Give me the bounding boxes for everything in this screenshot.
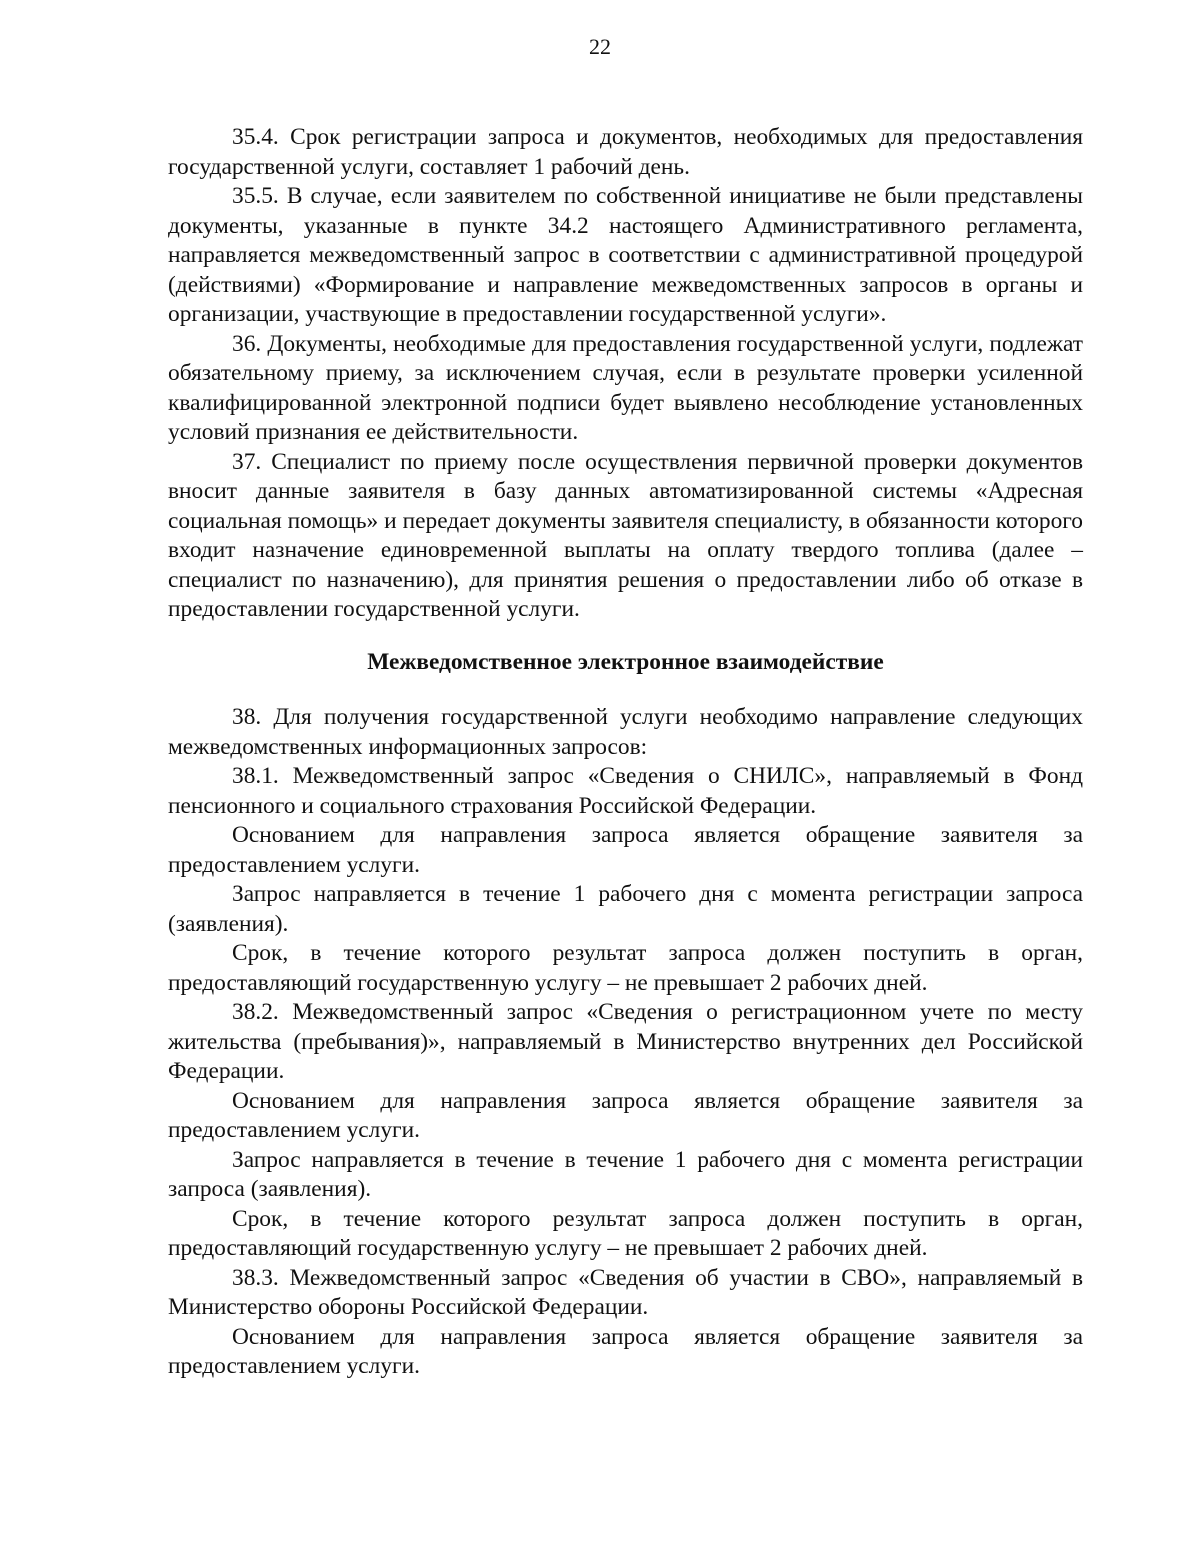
paragraph-38-1-timing: Запрос направляется в течение 1 рабочего дня с момента регистрации запроса (заявления).: [168, 881, 1083, 937]
paragraph-38-3-basis: Основанием для направления запроса является обращение заявителя за предоставлением услуги.: [168, 1323, 1083, 1379]
paragraph-38-2-deadline: Срок, в течение которого результат запроса должен поступить в орган, предоставляющий государственную услугу – не превышает 2 рабочих дней.: [168, 1205, 1083, 1261]
paragraph-38-2-timing: Запрос направляется в течение в течение 1 рабочего дня с момента регистрации запроса (заявления).: [168, 1146, 1083, 1202]
paragraph-35-5: 35.5. В случае, если заявителем по собственной инициативе не были представлены документы, указанные в пункте 34.2 настоящего Административного регламента, направляется межведомственный запрос в соответствии с административной процедурой (действиями) «Формирование и направление межведомственных запросов в органы и организации, участвующие в предоставлении государственной услуги».: [168, 183, 1083, 327]
section-heading: Межведомственное электронное взаимодействие: [367, 648, 884, 675]
paragraph-37: 37. Специалист по приему после осуществления первичной проверки документов вносит данные заявителя в базу данных автоматизированной системы «Адресная социальная помощь» и передает документы заявителя специалисту, в обязанности которого входит назначение единовременной выплаты на оплату твердого топлива (далее – специалист по назначению), для принятия решения о предоставлении либо об отказе в предоставлении государственной услуги.: [168, 448, 1083, 622]
paragraph-38-2-basis: Основанием для направления запроса является обращение заявителя за предоставлением услуги.: [168, 1087, 1083, 1143]
paragraph-35-4: 35.4. Срок регистрации запроса и документов, необходимых для предоставления государственной услуги, составляет 1 рабочий день.: [168, 124, 1083, 180]
paragraph-38-1-deadline: Срок, в течение которого результат запроса должен поступить в орган, предоставляющий государственную услугу – не превышает 2 рабочих дней.: [168, 940, 1083, 996]
paragraph-38-3: 38.3. Межведомственный запрос «Сведения об участии в СВО», направляемый в Министерство обороны Российской Федерации.: [168, 1264, 1083, 1320]
paragraph-38-2: 38.2. Межведомственный запрос «Сведения о регистрационном учете по месту жительства (пребывания)», направляемый в Министерство внутренних дел Российской Федерации.: [168, 999, 1083, 1084]
paragraph-36: 36. Документы, необходимые для предоставления государственной услуги, подлежат обязательному приему, за исключением случая, если в результате проверки усиленной квалифицированной электронной подписи будет выявлено несоблюдение установленных условий признания ее действительности.: [168, 330, 1083, 445]
paragraph-38-1-basis: Основанием для направления запроса является обращение заявителя за предоставлением услуги.: [168, 822, 1083, 878]
document-body: [168, 123, 1083, 1382]
paragraph-38-1: 38.1. Межведомственный запрос «Сведения о СНИЛС», направляемый в Фонд пенсионного и социального страхования Российской Федерации.: [168, 763, 1083, 819]
page-number: 22: [589, 34, 611, 59]
paragraph-38: 38. Для получения государственной услуги необходимо направление следующих межведомственных информационных запросов:: [168, 704, 1083, 760]
